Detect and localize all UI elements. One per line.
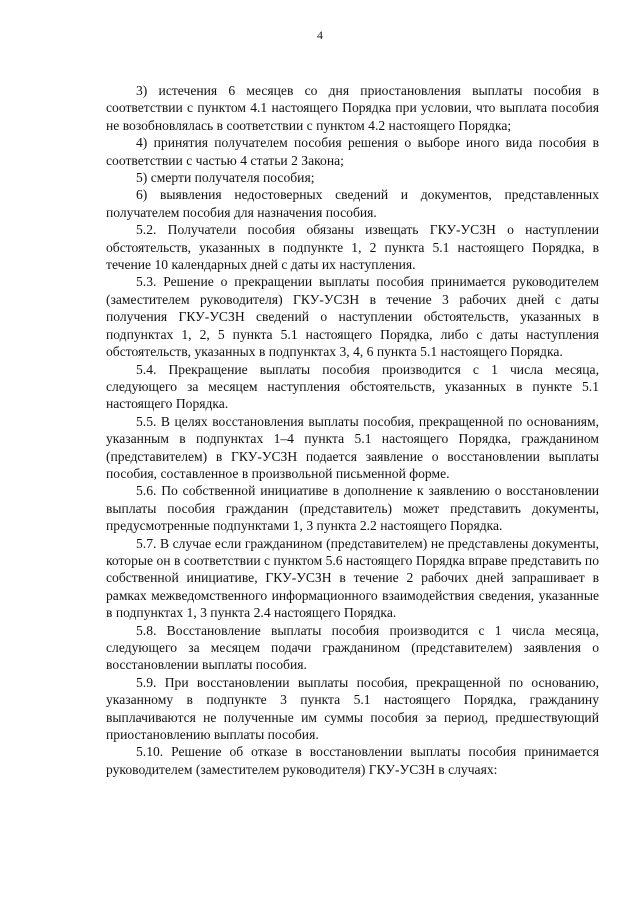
paragraph-5-4: 5.4. Прекращение выплаты пособия производится с 1 числа месяца, следующего за месяцем наступления обстоятельств, указанных в пункте 5.1 настоящего Порядка. [106, 361, 599, 412]
paragraph-5-6: 5.6. По собственной инициативе в дополнение к заявлению о восстановлении выплаты пособия гражданин (представитель) может представить документы, предусмотренные подпунктами 1, 3 пункта 2.2 настоящего Порядка. [106, 483, 599, 534]
paragraph-subitem-5: 5) смерти получателя пособия; [136, 170, 315, 186]
paragraph-5-10: 5.10. Решение об отказе в восстановлении выплаты пособия принимается руководителем (заместителем руководителя) ГКУ-УСЗН в случаях: [106, 744, 599, 777]
paragraph-subitem-4: 4) принятия получателем пособия решения о выборе иного вида пособия в соответствии с частью 4 статьи 2 Закона; [106, 135, 599, 168]
paragraph-subitem-6: 6) выявления недостоверных сведений и документов, представленных получателем пособия для назначения пособия. [106, 187, 599, 220]
paragraph-5-5: 5.5. В целях восстановления выплаты пособия, прекращенной по основаниям, указанным в подпунктах 1–4 пункта 5.1 настоящего Порядка, гражданином (представителем) в ГКУ-УСЗН подается заявление о восстановлении выплаты пособия, составленное в произвольной письменной форме. [106, 413, 599, 481]
paragraph-5-7: 5.7. В случае если гражданином (представителем) не представлены документы, которые он в соответствии с пунктом 5.6 настоящего Порядка вправе представить по собственной инициативе, ГКУ-УСЗН в течение 2 рабочих дней запрашивает в рамках межведомственного информационного взаимодействия сведения, указанные в подпунктах 1, 3 пункта 2.4 настоящего Порядка. [106, 535, 599, 621]
paragraph-5-2: 5.2. Получатели пособия обязаны извещать ГКУ-УСЗН о наступлении обстоятельств, указанных в подпункте 1, 2 пункта 5.1 настоящего Порядка, в течение 10 календарных дней с даты их наступления. [106, 222, 599, 273]
paragraph-5-3: 5.3. Решение о прекращении выплаты пособия принимается руководителем (заместителем руководителя) ГКУ-УСЗН в течение 3 рабочих дней с даты получения ГКУ-УСЗН сведений о наступлении обстоятельств, указанных в подпунктах 1, 2, 5 пункта 5.1 настоящего Порядка, либо с даты наступления обстоятельств, указанных в подпунктах 3, 4, 6 пункта 5.1 настоящего Порядка. [106, 274, 599, 360]
paragraph-subitem-3: 3) истечения 6 месяцев со дня приостановления выплаты пособия в соответствии с пунктом 4.1 настоящего Порядка при условии, что выплата пособия не возобновлялась в соответствии с пунктом 4.2 настоящего Порядка; [106, 83, 599, 133]
paragraph-5-9: 5.9. При восстановлении выплаты пособия, прекращенной по основанию, указанному в подпункте 3 пункта 5.1 настоящего Порядка, гражданину выплачиваются не полученные им суммы пособия за период, предшествующий приостановлению выплаты пособия. [106, 674, 599, 743]
paragraph-5-8: 5.8. Восстановление выплаты пособия производится с 1 числа месяца, следующего за месяцем подачи гражданином (представителем) заявления о восстановлении выплаты пособия. [106, 622, 599, 673]
page-number: 4 [317, 28, 323, 42]
document-body [106, 82, 599, 778]
